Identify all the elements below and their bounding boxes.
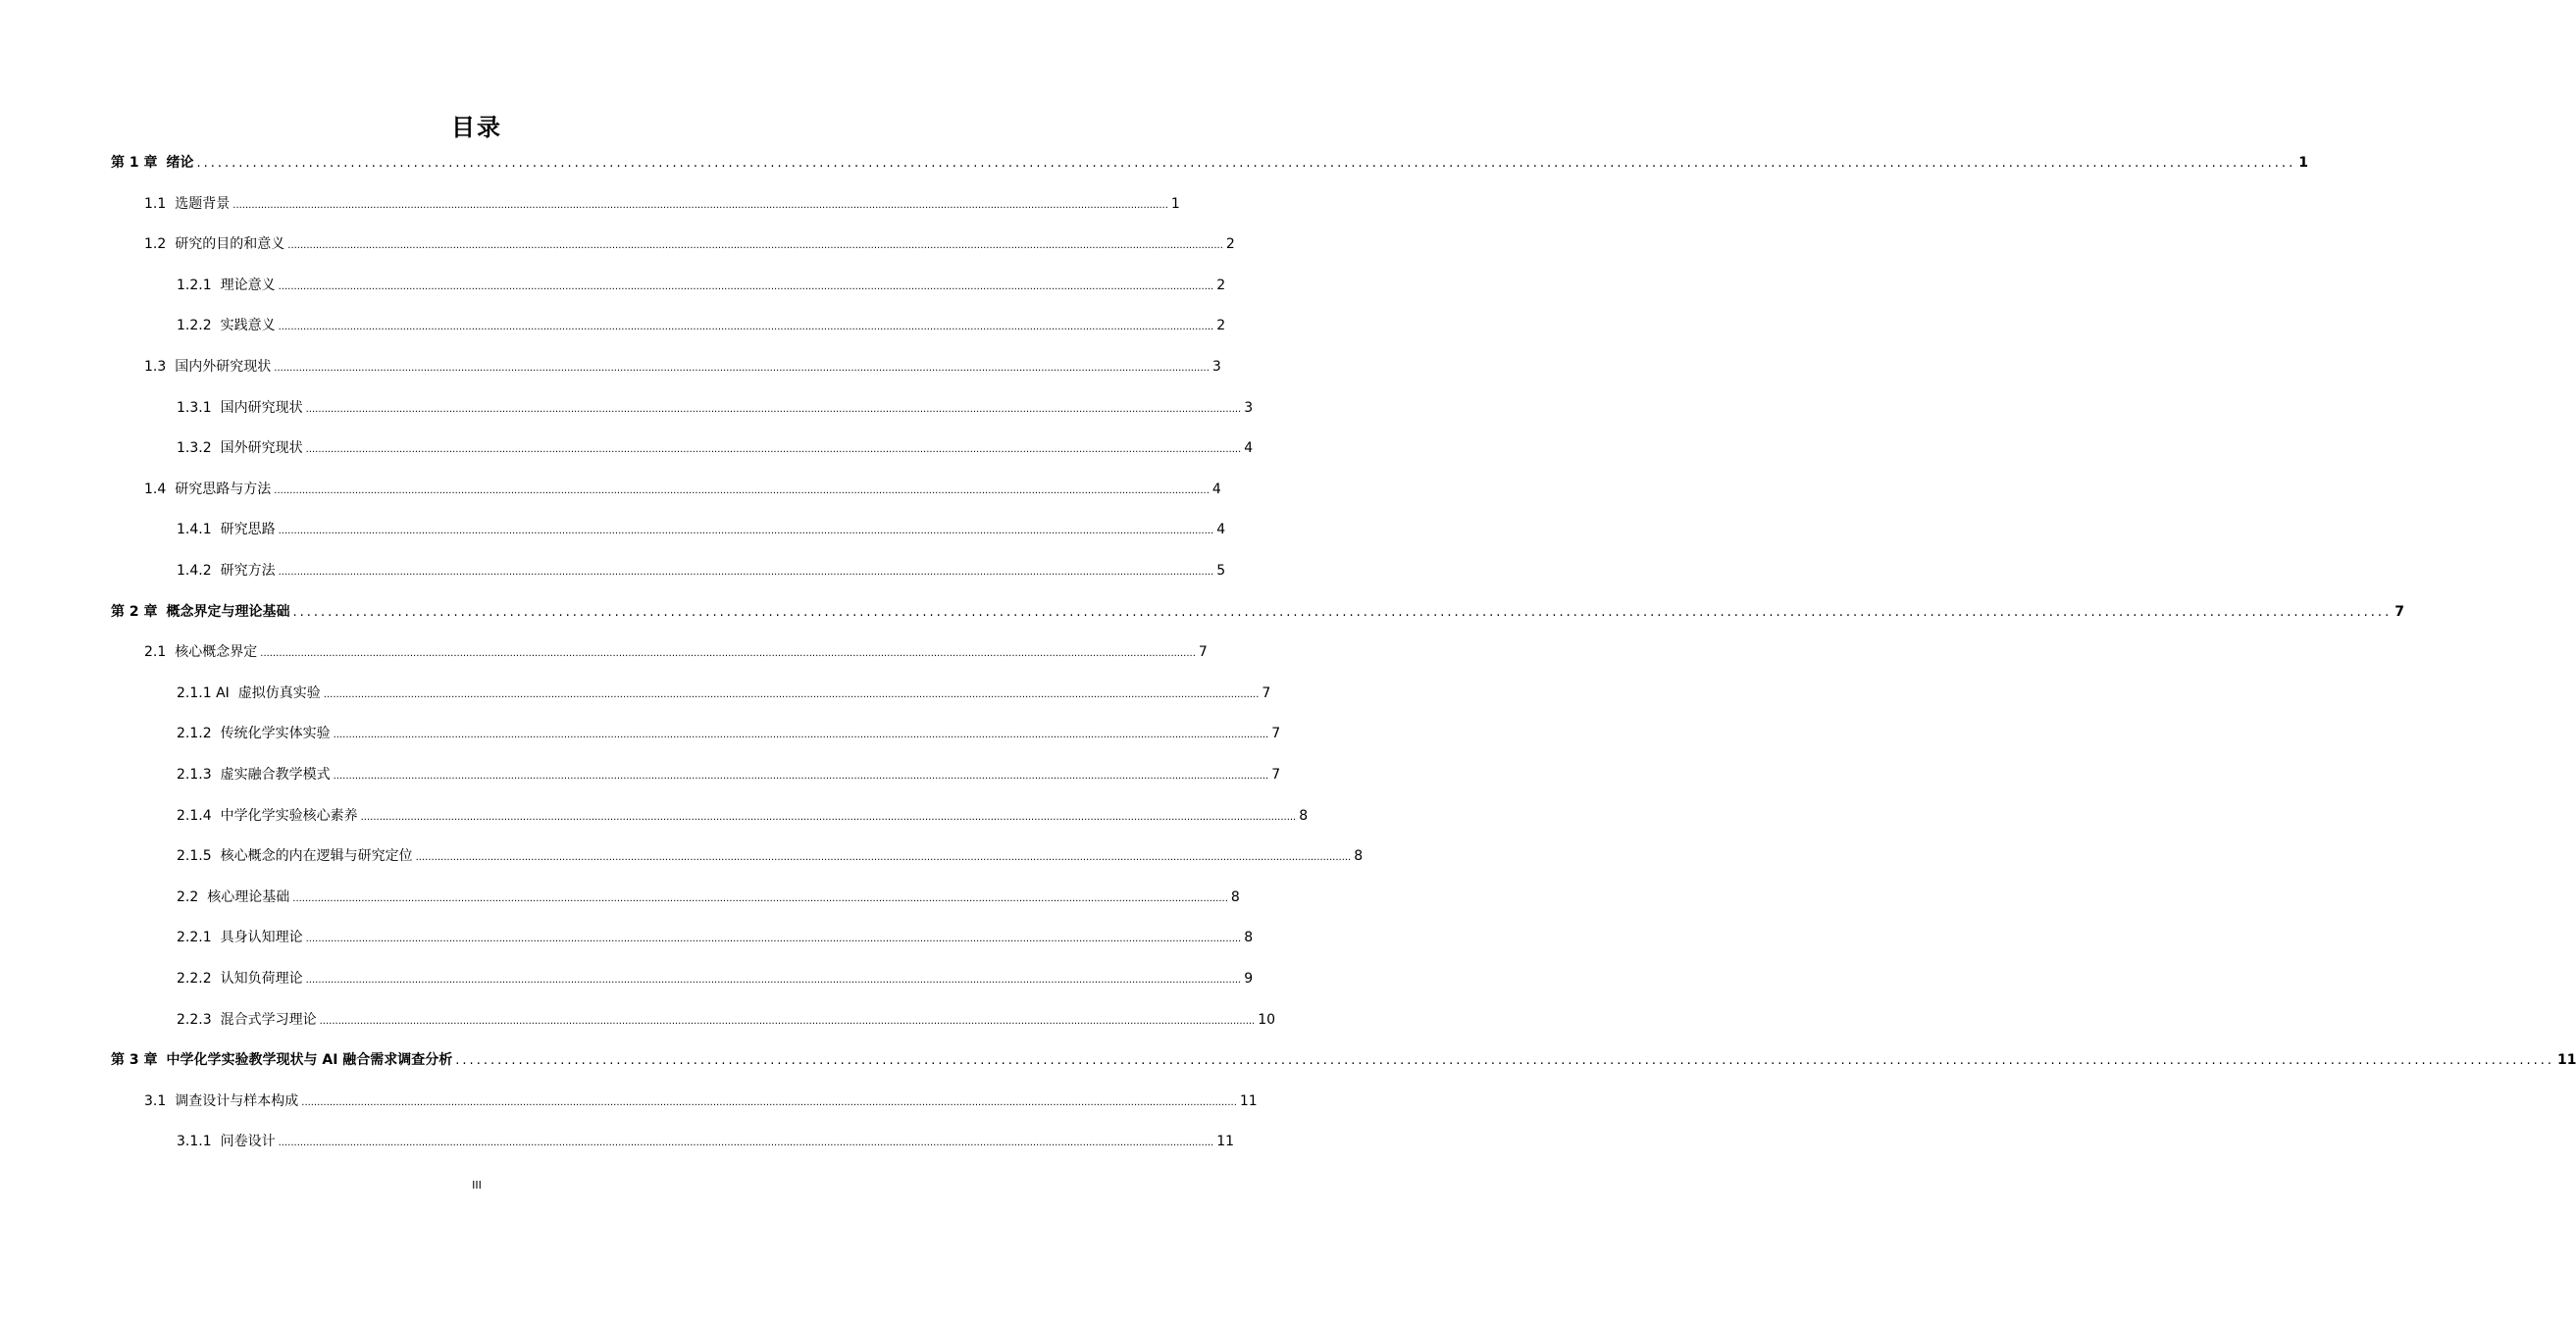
toc-dot-leader: ............................................................................................................................................................................................................................................................................................................ bbox=[278, 567, 1214, 578]
toc-entry-title: 混合式学习理论 bbox=[220, 1011, 317, 1028]
toc-entry-title: 中学化学实验核心素养 bbox=[220, 807, 358, 824]
toc-entry-number: 1.3.2 bbox=[177, 440, 212, 457]
toc-entry-page: 7 bbox=[1198, 644, 1208, 661]
toc-dot-leader: ............................................................................................................................................................................................................................................................................................................ bbox=[274, 363, 1210, 374]
toc-entry-number: 2.1.5 bbox=[177, 848, 212, 865]
toc-entry-number: 3.1.1 bbox=[177, 1134, 212, 1150]
toc-entry-page: 4 bbox=[1211, 481, 1221, 497]
toc-entry-title: 研究思路与方法 bbox=[175, 481, 272, 497]
toc-entry-title: 国外研究现状 bbox=[220, 440, 303, 457]
toc-entry-page: 8 bbox=[1354, 848, 1364, 865]
toc-entry-title: 研究思路 bbox=[220, 522, 276, 538]
toc-entry[interactable] bbox=[177, 683, 1271, 704]
toc-entry-page: 8 bbox=[1244, 930, 1254, 946]
toc-entry-number: 第 1 章 bbox=[111, 155, 158, 171]
toc-entry-title: 问卷设计 bbox=[220, 1134, 276, 1150]
toc-entry-title: 实践意义 bbox=[220, 318, 276, 334]
toc-entry-page: 2 bbox=[1225, 236, 1235, 253]
toc-entry-title: 概念界定与理论基础 bbox=[166, 603, 290, 620]
toc-entry-page: 8 bbox=[1299, 807, 1309, 824]
toc-dot-leader: ............................................................................................................................................................................................................................................................................................................ bbox=[305, 403, 1242, 415]
toc-entry-number: 1.3 bbox=[144, 359, 167, 375]
toc-entry-number: 2.1.3 bbox=[177, 767, 212, 783]
toc-entry-number: 2.2 bbox=[177, 888, 199, 905]
toc-entry[interactable] bbox=[177, 519, 1226, 540]
toc-entry-title: 理论意义 bbox=[220, 277, 276, 293]
toc-entry-number: 1.4.2 bbox=[177, 563, 212, 579]
toc-entry-number: 2.2.1 bbox=[177, 930, 212, 946]
toc-entry-page: 11 bbox=[2557, 1052, 2576, 1069]
toc-dot-leader: ............................................................................................................................................................................................................................................................................................................ bbox=[292, 892, 1228, 904]
toc-entry-number: 第 2 章 bbox=[111, 603, 158, 620]
toc-entry-title: 虚拟仿真实验 bbox=[237, 684, 321, 701]
toc-dot-leader: ............................................................................................................................................................................................................................................................................................................ bbox=[323, 688, 1260, 700]
toc-entry-title: 研究方法 bbox=[220, 563, 276, 579]
toc-entry-title: 中学化学实验教学现状与 AI 融合需求调查分析 bbox=[166, 1052, 453, 1069]
toc-dot-leader: ............................................................................................................................................................................................................................................................................................................ bbox=[333, 771, 1269, 782]
toc-entry[interactable] bbox=[177, 315, 1226, 336]
toc-title: 目录 bbox=[451, 114, 502, 141]
toc-entry[interactable] bbox=[144, 1090, 1258, 1112]
toc-entry[interactable] bbox=[177, 1131, 1235, 1152]
toc-dot-leader: ............................................................................................................................................................................................................................................................................................................ bbox=[305, 975, 1242, 986]
toc-dot-leader: ............................................................................................................................................................................................................................................................................................................ bbox=[333, 730, 1269, 741]
toc-entry-number: 2.1 bbox=[144, 644, 167, 661]
toc-entry[interactable] bbox=[177, 1009, 1276, 1031]
toc-entry-page: 11 bbox=[1216, 1134, 1235, 1150]
toc-entry-number: 1.4.1 bbox=[177, 522, 212, 538]
toc-entry-title: 绪论 bbox=[166, 155, 194, 171]
toc-dot-leader: ............................................................................................................................................................................................................................................................................................................ bbox=[455, 1053, 2554, 1069]
toc-entry-number: 2.1.4 bbox=[177, 807, 212, 824]
toc-entry-number: 1.1 bbox=[144, 195, 167, 212]
toc-entry-page: 11 bbox=[1239, 1092, 1258, 1109]
toc-entry-number: 2.2.3 bbox=[177, 1011, 212, 1028]
toc-entry[interactable] bbox=[177, 927, 1254, 948]
toc-entry[interactable] bbox=[177, 437, 1254, 459]
toc-dot-leader: ............................................................................................................................................................................................................................................................................................................ bbox=[415, 852, 1352, 864]
toc-entry-number: 1.2 bbox=[144, 236, 167, 253]
toc-entry[interactable] bbox=[177, 968, 1254, 989]
toc-dot-leader: ............................................................................................................................................................................................................................................................................................................ bbox=[292, 604, 2393, 620]
toc-entry-page: 4 bbox=[1244, 440, 1254, 457]
toc-entry-number: 第 3 章 bbox=[111, 1052, 158, 1069]
toc-entry-page: 7 bbox=[1271, 726, 1281, 742]
toc-entry[interactable] bbox=[111, 152, 2308, 174]
toc-entry-page: 9 bbox=[1244, 971, 1254, 987]
toc-entry-title: 国内研究现状 bbox=[220, 399, 303, 416]
toc-entry[interactable] bbox=[177, 397, 1254, 419]
toc-entry-title: 核心概念界定 bbox=[175, 644, 258, 661]
toc-entry[interactable] bbox=[177, 805, 1309, 827]
toc-entry-number: 1.4 bbox=[144, 481, 167, 497]
toc-entry-title: 研究的目的和意义 bbox=[175, 236, 285, 253]
toc-entry-number: 2.1.1 AI bbox=[177, 684, 230, 701]
toc-entry-number: 2.1.2 bbox=[177, 726, 212, 742]
toc-entry-title: 核心概念的内在逻辑与研究定位 bbox=[220, 848, 413, 865]
toc-entry[interactable] bbox=[144, 641, 1208, 663]
toc-entry[interactable] bbox=[144, 479, 1221, 500]
toc-dot-leader: ............................................................................................................................................................................................................................................................................................................ bbox=[232, 199, 1168, 211]
toc-dot-leader: ............................................................................................................................................................................................................................................................................................................ bbox=[319, 1015, 1256, 1027]
toc-entry[interactable] bbox=[177, 764, 1281, 786]
toc-entry[interactable] bbox=[144, 233, 1235, 255]
toc-dot-leader: ............................................................................................................................................................................................................................................................................................................ bbox=[301, 1096, 1237, 1108]
toc-entry-page: 3 bbox=[1244, 399, 1254, 416]
toc-entry-number: 2.2.2 bbox=[177, 971, 212, 987]
toc-entry[interactable] bbox=[111, 601, 2404, 623]
toc-entry-page: 1 bbox=[2298, 155, 2308, 171]
toc-entry-number: 3.1 bbox=[144, 1092, 167, 1109]
toc-dot-leader: ............................................................................................................................................................................................................................................................................................................ bbox=[278, 322, 1214, 333]
toc-entry-number: 1.3.1 bbox=[177, 399, 212, 416]
toc-entry-page: 7 bbox=[1271, 767, 1281, 783]
toc-entry-page: 1 bbox=[1170, 195, 1180, 212]
toc-entry-page: 7 bbox=[2395, 603, 2404, 620]
toc-entry-page: 2 bbox=[1216, 318, 1226, 334]
toc-entry[interactable] bbox=[144, 356, 1221, 378]
toc-entry-title: 认知负荷理论 bbox=[220, 971, 303, 987]
toc-dot-leader: ............................................................................................................................................................................................................................................................................................................ bbox=[274, 484, 1210, 496]
toc-entry[interactable] bbox=[177, 275, 1226, 296]
toc-entry-title: 选题背景 bbox=[175, 195, 231, 212]
toc-entry[interactable] bbox=[177, 845, 1364, 867]
toc-dot-leader: ............................................................................................................................................................................................................................................................................................................ bbox=[305, 444, 1242, 456]
toc-entry-number: 1.2.2 bbox=[177, 318, 212, 334]
toc-dot-leader: ............................................................................................................................................................................................................................................................................................................ bbox=[305, 934, 1242, 945]
toc-entry[interactable] bbox=[144, 193, 1180, 215]
toc-entry-title: 调查设计与样本构成 bbox=[175, 1092, 299, 1109]
toc-dot-leader: ............................................................................................................................................................................................................................................................................................................ bbox=[287, 240, 1223, 252]
toc-entry-number: 1.2.1 bbox=[177, 277, 212, 293]
toc-dot-leader: ............................................................................................................................................................................................................................................................................................................ bbox=[196, 156, 2296, 171]
toc-entry-page: 8 bbox=[1230, 888, 1240, 905]
toc-entry-title: 国内外研究现状 bbox=[175, 359, 272, 375]
toc-entry[interactable] bbox=[177, 560, 1226, 582]
page-number: III bbox=[472, 1179, 482, 1191]
toc-entry[interactable] bbox=[111, 1049, 2576, 1071]
toc-dot-leader: ............................................................................................................................................................................................................................................................................................................ bbox=[278, 1138, 1214, 1149]
toc-entry-page: 10 bbox=[1258, 1011, 1276, 1028]
toc-entry-title: 传统化学实体实验 bbox=[220, 726, 331, 742]
toc-entry[interactable] bbox=[177, 887, 1240, 908]
toc-dot-leader: ............................................................................................................................................................................................................................................................................................................ bbox=[278, 280, 1214, 292]
toc-entry[interactable] bbox=[177, 723, 1281, 744]
toc-entry-title: 虚实融合教学模式 bbox=[220, 767, 331, 783]
toc-entry-title: 核心理论基础 bbox=[207, 888, 290, 905]
toc-entry-page: 2 bbox=[1216, 277, 1226, 293]
toc-entry-page: 7 bbox=[1262, 684, 1271, 701]
toc-dot-leader: ............................................................................................................................................................................................................................................................................................................ bbox=[260, 648, 1196, 660]
toc-entry-page: 5 bbox=[1216, 563, 1226, 579]
toc-dot-leader: ............................................................................................................................................................................................................................................................................................................ bbox=[278, 526, 1214, 537]
toc-entry-page: 4 bbox=[1216, 522, 1226, 538]
toc-dot-leader: ............................................................................................................................................................................................................................................................................................................ bbox=[360, 811, 1297, 823]
toc-entry-title: 具身认知理论 bbox=[220, 930, 303, 946]
toc-entry-page: 3 bbox=[1211, 359, 1221, 375]
